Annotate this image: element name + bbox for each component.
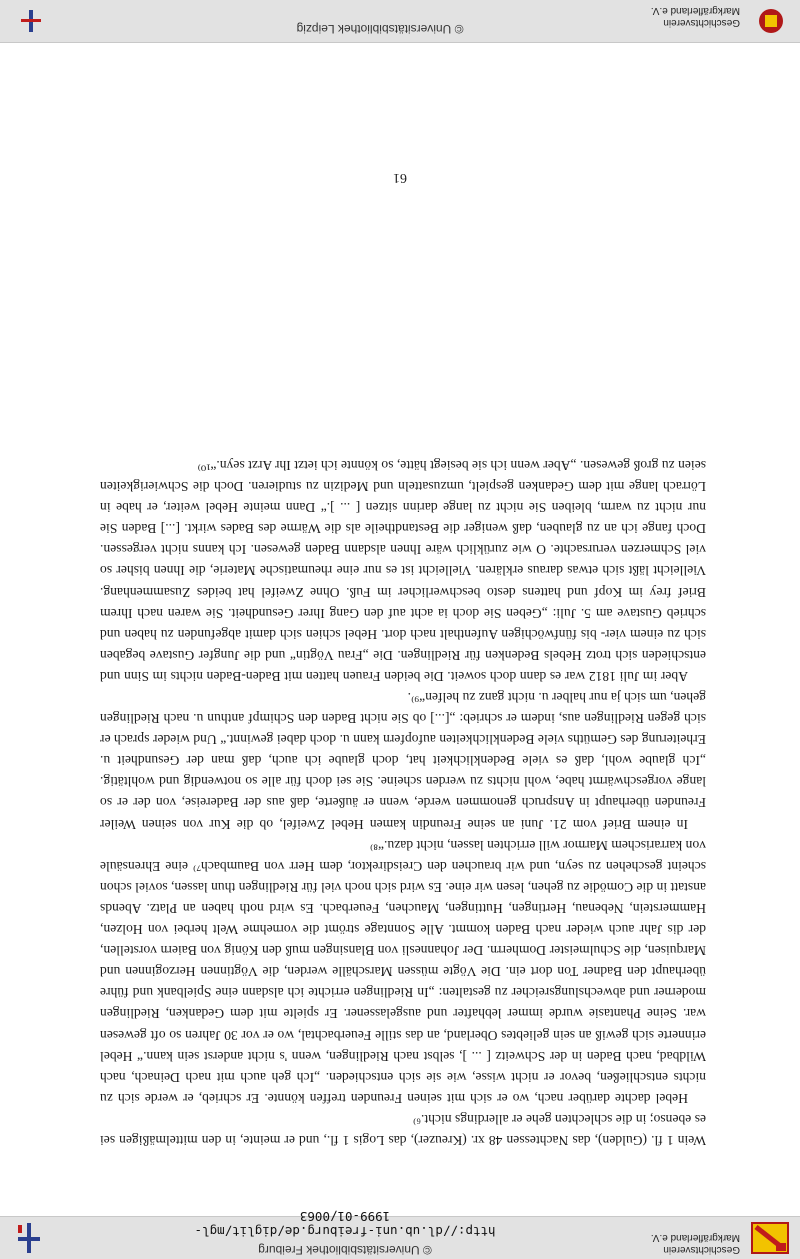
society-crest-icon [750,1221,790,1255]
library-logo-small-icon [18,8,44,34]
paragraph-4: Aber im Juli 1812 war es dann doch soweit. Die beiden Frauen hatten mit Baden-Baden nichts im Sinn und entschieden sich trotz Hebels Bedenken für Riedlingen. Die „Frau Vögtin“ und die Jungfer Gustave begaben sich zu einem vier- bis fünfwöchigen Aufenthalt nach dort. Hebel schien sich damit abgefunden zu haben und schrieb Gustave am 5. Juli: „Geben Sie doch ia acht auf den Gang Ihrer Gesundheit. Sie waren nach Ihrem Brief frey im Kopf und hattens desto beschwerlicher im Fuß. Ohne Zweifel hat beides Zusammenhang. Vielleicht läßt sich etwas daraus erklären. Vielleicht ist es nur eine rheumatische Materie, die Ihnen bisher so viel Schmerzen verursachte. O wie zurüklich wäre Ihnen alsdann Baden gewesen. Ich kanns nicht vergessen. Doch fange ich an zu glauben, daß weniger die Bestandtheile als die Wärme des Bades wirkt. [...] Baden Sie nur nicht zu warm, bleiben Sie nicht zu lange darinn sitzen [ ... ].“ Dann meinte Hebel weiter, er habe in Lörrach lange mit dem Gedanken gespielt, umzusatteln und Medizin zu studieren. Doch die Schwierigkeiten seien zu groß gewesen. „Aber wenn ich sie besiegt hätte, so könnte ich ietzt Ihr Arzt seyn.“¹⁰⁾ [100,458,706,684]
header-bar [0,0,800,43]
source-url[interactable]: http://dl.ub.uni-freiburg.de/diglit/mgl-1999-01/0063 [194,1209,496,1239]
footer-bar [0,1209,800,1259]
paragraph-1: Wein 1 fl. (Gulden), das Nachtessen 48 xr. (Kreuzer), das Logis 1 fl., und er meinte, in den mittelmäßigen sei es ebenso; in die schlechten gehe er allerdings nicht.⁶⁾ [100,1111,706,1148]
document-body [100,455,706,1151]
paragraph-2: Hebel dachte darüber nach, wo er sich mit seinen Freunden treffen könnte. Er schrieb, er werde sich zu nichts entschließen, bevor er nicht wisse, wie sie sich entschieden. „Ich geh auch mit nach Deinach, nach Wildbad, nach Baden in der Schweitz [ ... ], selbst nach Riedlingen, wenn 's nicht anderst sein kann.“ Hebel erinnerte sich gewiß an sein geliebtes Oberland, an das stille Feuerbachtal, wo er vor 30 Jahren so oft gewesen war. Seine Phantasie wurde immer lebhafter und ausgelassener. Er spielte mit dem Gedanken, Riedlingen moderner und abwechslungsreicher zu gestalten: „In Riedlingen errichte ich alsdann eine Spielbank und führe überhaupt den Badner Ton dort ein. Die Vögte müssen Marschälle werden, die Vögtinnen Herzoginnen und Marquisen, die Schulmeister Domherrn. Der Johannesli von Blansingen muß den König von Baiern vorstellen, der dis Jahr auch wieder nach Baden kommt. Alle Sonntage strömt die vornehme Welt herbei von Holzen, Hammerstein, Nebenau, Hertingen, Huttingen, Mauchen, Feuerbach. Es wird noth haben an Platz. Abends anstatt in die Comödie zu gehen, lesen wir eine. Es wird sich noch viel für Riedlingen thun lassen, soviel schon scheint geschehen zu seyn, und wir brauchen den Creisdirektor, dem Herr von Baumbach⁷⁾ eine Ehrensäule von karrarischem Marmor will errichten lassen, nicht dazu.“⁸⁾ [100,837,706,1106]
library-logo-icon [14,1221,44,1255]
page-number: 61 [393,170,407,185]
society-name [600,1231,740,1255]
society-crest-small-icon [756,6,786,36]
society-line-2: Markgräflerland e.V. [650,1232,740,1243]
header-society: Geschichtsverein Markgräflerland e.V. [650,5,740,28]
header-copyright: © Universitätsbibliothek Leipzig [296,22,464,36]
paragraph-3: In einem Brief vom 21. Juni an seine Freundin kamen Hebel Zweifel, ob die Kur von seinen Weiler Freunden überhaupt in Anspruch genommen werde, wenn er äußerte, daß aus der Badereise, von der er so lange vorgeschwärmt habe, wohl nichts zu werden scheine. Sie sei doch für alle so notwendig und wohltätig. „Ich glaube wohl, daß es viele Bedenklichkeit hat, doch glaube ich auch, daß man der Gesundheit u. Erheiterung des Gemüths viele Bedenklichkeiten aufopfern kann u. doch dabei gewinnt.“ Und wieder sprach er sich gegen Riedlingen aus, indem er schrieb: „[...] ob Sie nicht Baden den Schimpf anthun u. nach Riedlingen gehen, um sich ja nur halber u. nicht ganz zu helfen“⁹⁾. [100,690,706,832]
society-line-1: Geschichtsverein [663,1244,740,1255]
footer-copyright: © Universitätsbibliothek Freiburg [258,1243,432,1257]
